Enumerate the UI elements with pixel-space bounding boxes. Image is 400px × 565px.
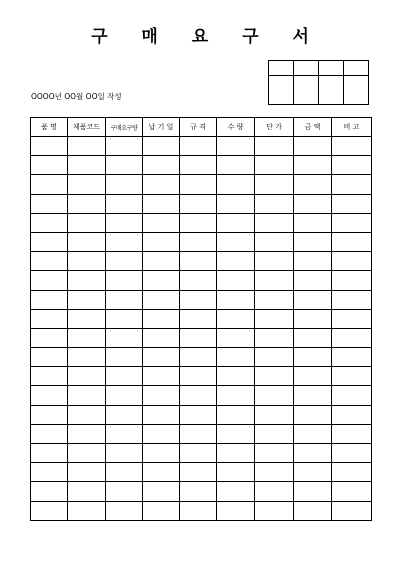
table-cell bbox=[143, 271, 180, 290]
table-cell bbox=[294, 386, 332, 405]
table-cell bbox=[332, 482, 372, 501]
table-cell bbox=[332, 156, 372, 175]
table-cell bbox=[180, 232, 217, 251]
table-cell bbox=[143, 252, 180, 271]
table-cell bbox=[294, 501, 332, 520]
approval-signature-cell bbox=[269, 76, 294, 105]
table-cell bbox=[294, 194, 332, 213]
table-cell bbox=[217, 367, 255, 386]
table-row bbox=[31, 463, 372, 482]
header-amount: 금 액 bbox=[294, 118, 332, 137]
table-cell bbox=[332, 137, 372, 156]
table-cell bbox=[31, 271, 68, 290]
table-cell bbox=[332, 194, 372, 213]
table-cell bbox=[143, 194, 180, 213]
table-cell bbox=[31, 424, 68, 443]
table-cell bbox=[217, 271, 255, 290]
table-cell bbox=[255, 367, 294, 386]
table-cell bbox=[255, 194, 294, 213]
table-cell bbox=[180, 156, 217, 175]
table-cell bbox=[68, 290, 106, 309]
table-cell bbox=[143, 348, 180, 367]
table-cell bbox=[68, 252, 106, 271]
table-cell bbox=[106, 232, 143, 251]
table-cell bbox=[217, 137, 255, 156]
table-cell bbox=[294, 348, 332, 367]
table-cell bbox=[217, 328, 255, 347]
table-cell bbox=[294, 405, 332, 424]
table-cell bbox=[180, 501, 217, 520]
table-cell bbox=[217, 232, 255, 251]
table-cell bbox=[68, 271, 106, 290]
header-item-name: 품 명 bbox=[31, 118, 68, 137]
table-cell bbox=[31, 156, 68, 175]
table-row bbox=[31, 271, 372, 290]
table-cell bbox=[68, 328, 106, 347]
table-cell bbox=[31, 348, 68, 367]
approval-signature-row bbox=[269, 76, 369, 105]
table-cell bbox=[332, 309, 372, 328]
table-cell bbox=[68, 405, 106, 424]
table-row bbox=[31, 405, 372, 424]
table-cell bbox=[255, 424, 294, 443]
header-unit-price: 단 가 bbox=[255, 118, 294, 137]
table-cell bbox=[217, 175, 255, 194]
table-cell bbox=[180, 194, 217, 213]
table-cell bbox=[106, 386, 143, 405]
table-cell bbox=[332, 348, 372, 367]
table-cell bbox=[294, 367, 332, 386]
table-cell bbox=[332, 328, 372, 347]
table-cell bbox=[332, 424, 372, 443]
table-cell bbox=[294, 424, 332, 443]
table-cell bbox=[106, 175, 143, 194]
table-cell bbox=[255, 444, 294, 463]
table-cell bbox=[294, 252, 332, 271]
table-cell bbox=[255, 137, 294, 156]
table-cell bbox=[332, 463, 372, 482]
table-cell bbox=[106, 501, 143, 520]
approval-signature-cell bbox=[294, 76, 319, 105]
table-cell bbox=[332, 290, 372, 309]
table-row bbox=[31, 156, 372, 175]
table-cell bbox=[68, 175, 106, 194]
table-cell bbox=[180, 482, 217, 501]
header-quantity: 수 량 bbox=[217, 118, 255, 137]
table-cell bbox=[332, 252, 372, 271]
table-cell bbox=[143, 367, 180, 386]
table-cell bbox=[255, 328, 294, 347]
table-cell bbox=[217, 309, 255, 328]
table-cell bbox=[255, 463, 294, 482]
table-cell bbox=[31, 309, 68, 328]
table-cell bbox=[143, 424, 180, 443]
table-cell bbox=[332, 213, 372, 232]
table-cell bbox=[255, 348, 294, 367]
table-body bbox=[31, 137, 372, 521]
table-cell bbox=[31, 137, 68, 156]
table-cell bbox=[106, 482, 143, 501]
table-cell bbox=[255, 213, 294, 232]
table-row bbox=[31, 328, 372, 347]
approval-cell bbox=[269, 61, 294, 76]
table-cell bbox=[180, 367, 217, 386]
table-cell bbox=[255, 309, 294, 328]
table-cell bbox=[31, 501, 68, 520]
table-cell bbox=[68, 386, 106, 405]
approval-cell bbox=[294, 61, 319, 76]
table-cell bbox=[180, 405, 217, 424]
table-cell bbox=[217, 156, 255, 175]
table-cell bbox=[68, 156, 106, 175]
table-row bbox=[31, 348, 372, 367]
table-cell bbox=[255, 482, 294, 501]
table-cell bbox=[106, 444, 143, 463]
table-cell bbox=[143, 290, 180, 309]
table-cell bbox=[294, 444, 332, 463]
table-row bbox=[31, 501, 372, 520]
table-row bbox=[31, 290, 372, 309]
table-row bbox=[31, 232, 372, 251]
table-cell bbox=[106, 271, 143, 290]
table-cell bbox=[180, 444, 217, 463]
approval-cell bbox=[319, 61, 344, 76]
table-cell bbox=[180, 175, 217, 194]
table-row bbox=[31, 482, 372, 501]
document-title: 구 매 요 구 서 bbox=[91, 27, 323, 47]
table-cell bbox=[68, 309, 106, 328]
table-cell bbox=[106, 367, 143, 386]
table-cell bbox=[31, 252, 68, 271]
table-cell bbox=[332, 386, 372, 405]
header-delivery-date: 납 기 일 bbox=[143, 118, 180, 137]
table-row bbox=[31, 424, 372, 443]
table-cell bbox=[217, 252, 255, 271]
table-cell bbox=[294, 137, 332, 156]
table-cell bbox=[255, 501, 294, 520]
table-cell bbox=[255, 290, 294, 309]
table-cell bbox=[31, 367, 68, 386]
table-cell bbox=[31, 405, 68, 424]
header-requested-qty: 구매요구량 bbox=[106, 118, 143, 137]
date-line: OOOO년 OO월 OO일 작성 bbox=[31, 92, 122, 101]
table-row bbox=[31, 386, 372, 405]
table-cell bbox=[217, 463, 255, 482]
table-cell bbox=[31, 213, 68, 232]
table-cell bbox=[68, 501, 106, 520]
table-cell bbox=[143, 309, 180, 328]
table-cell bbox=[332, 444, 372, 463]
table-cell bbox=[143, 328, 180, 347]
table-cell bbox=[31, 463, 68, 482]
table-cell bbox=[217, 424, 255, 443]
table-cell bbox=[255, 405, 294, 424]
table-cell bbox=[332, 271, 372, 290]
table-cell bbox=[68, 137, 106, 156]
header-product-code: 제품코드 bbox=[68, 118, 106, 137]
table-cell bbox=[143, 386, 180, 405]
table-cell bbox=[294, 213, 332, 232]
table-row bbox=[31, 252, 372, 271]
table-cell bbox=[68, 424, 106, 443]
table-cell bbox=[255, 386, 294, 405]
table-cell bbox=[106, 213, 143, 232]
header-remarks: 비 고 bbox=[332, 118, 372, 137]
table-cell bbox=[31, 194, 68, 213]
table-cell bbox=[31, 328, 68, 347]
table-cell bbox=[294, 156, 332, 175]
approval-box bbox=[268, 60, 369, 105]
header-spec: 규 격 bbox=[180, 118, 217, 137]
table-cell bbox=[143, 156, 180, 175]
table-row bbox=[31, 444, 372, 463]
table-row bbox=[31, 194, 372, 213]
table-cell bbox=[106, 424, 143, 443]
table-cell bbox=[332, 367, 372, 386]
table-cell bbox=[68, 232, 106, 251]
approval-signature-cell bbox=[319, 76, 344, 105]
table-cell bbox=[106, 194, 143, 213]
table-cell bbox=[143, 405, 180, 424]
table-cell bbox=[31, 290, 68, 309]
table-cell bbox=[68, 444, 106, 463]
table-row bbox=[31, 367, 372, 386]
table-cell bbox=[294, 271, 332, 290]
table-cell bbox=[106, 156, 143, 175]
table-cell bbox=[68, 194, 106, 213]
table-cell bbox=[106, 463, 143, 482]
table-row bbox=[31, 309, 372, 328]
table-row bbox=[31, 213, 372, 232]
table-cell bbox=[294, 328, 332, 347]
table-cell bbox=[106, 348, 143, 367]
approval-cell bbox=[344, 61, 369, 76]
table-cell bbox=[143, 444, 180, 463]
table-cell bbox=[294, 232, 332, 251]
table-cell bbox=[217, 482, 255, 501]
table-cell bbox=[106, 137, 143, 156]
table-cell bbox=[68, 482, 106, 501]
table-cell bbox=[255, 252, 294, 271]
table-row bbox=[31, 137, 372, 156]
table-cell bbox=[294, 463, 332, 482]
table-cell bbox=[332, 175, 372, 194]
table-cell bbox=[68, 463, 106, 482]
table-cell bbox=[143, 232, 180, 251]
table-cell bbox=[143, 137, 180, 156]
table-cell bbox=[106, 309, 143, 328]
table-cell bbox=[332, 501, 372, 520]
table-cell bbox=[294, 290, 332, 309]
table-cell bbox=[143, 175, 180, 194]
table-cell bbox=[217, 405, 255, 424]
table-cell bbox=[143, 482, 180, 501]
table-cell bbox=[31, 386, 68, 405]
table-cell bbox=[143, 463, 180, 482]
table-cell bbox=[180, 213, 217, 232]
table-cell bbox=[255, 271, 294, 290]
table-cell bbox=[31, 482, 68, 501]
table-cell bbox=[180, 309, 217, 328]
table-cell bbox=[143, 213, 180, 232]
table-cell bbox=[294, 175, 332, 194]
table-cell bbox=[180, 252, 217, 271]
table-cell bbox=[106, 405, 143, 424]
table-cell bbox=[217, 348, 255, 367]
table-cell bbox=[255, 156, 294, 175]
table-cell bbox=[180, 424, 217, 443]
table-header-row bbox=[31, 118, 372, 137]
table-cell bbox=[68, 348, 106, 367]
table-cell bbox=[180, 328, 217, 347]
table-cell bbox=[217, 501, 255, 520]
table-cell bbox=[180, 137, 217, 156]
table-cell bbox=[106, 328, 143, 347]
approval-header-row bbox=[269, 61, 369, 76]
purchase-items-table bbox=[30, 117, 372, 521]
table-cell bbox=[31, 175, 68, 194]
table-cell bbox=[332, 232, 372, 251]
table-cell bbox=[294, 482, 332, 501]
table-row bbox=[31, 175, 372, 194]
table-cell bbox=[143, 501, 180, 520]
table-cell bbox=[217, 213, 255, 232]
table-cell bbox=[31, 444, 68, 463]
table-cell bbox=[255, 175, 294, 194]
table-cell bbox=[217, 386, 255, 405]
table-cell bbox=[180, 386, 217, 405]
approval-signature-cell bbox=[344, 76, 369, 105]
table-cell bbox=[180, 290, 217, 309]
table-cell bbox=[68, 367, 106, 386]
table-cell bbox=[31, 232, 68, 251]
table-cell bbox=[68, 213, 106, 232]
table-cell bbox=[180, 271, 217, 290]
table-cell bbox=[106, 252, 143, 271]
table-cell bbox=[180, 463, 217, 482]
table-cell bbox=[255, 232, 294, 251]
table-cell bbox=[106, 290, 143, 309]
table-cell bbox=[217, 444, 255, 463]
table-cell bbox=[180, 348, 217, 367]
table-cell bbox=[217, 290, 255, 309]
table-cell bbox=[217, 194, 255, 213]
table-cell bbox=[332, 405, 372, 424]
table-cell bbox=[294, 309, 332, 328]
